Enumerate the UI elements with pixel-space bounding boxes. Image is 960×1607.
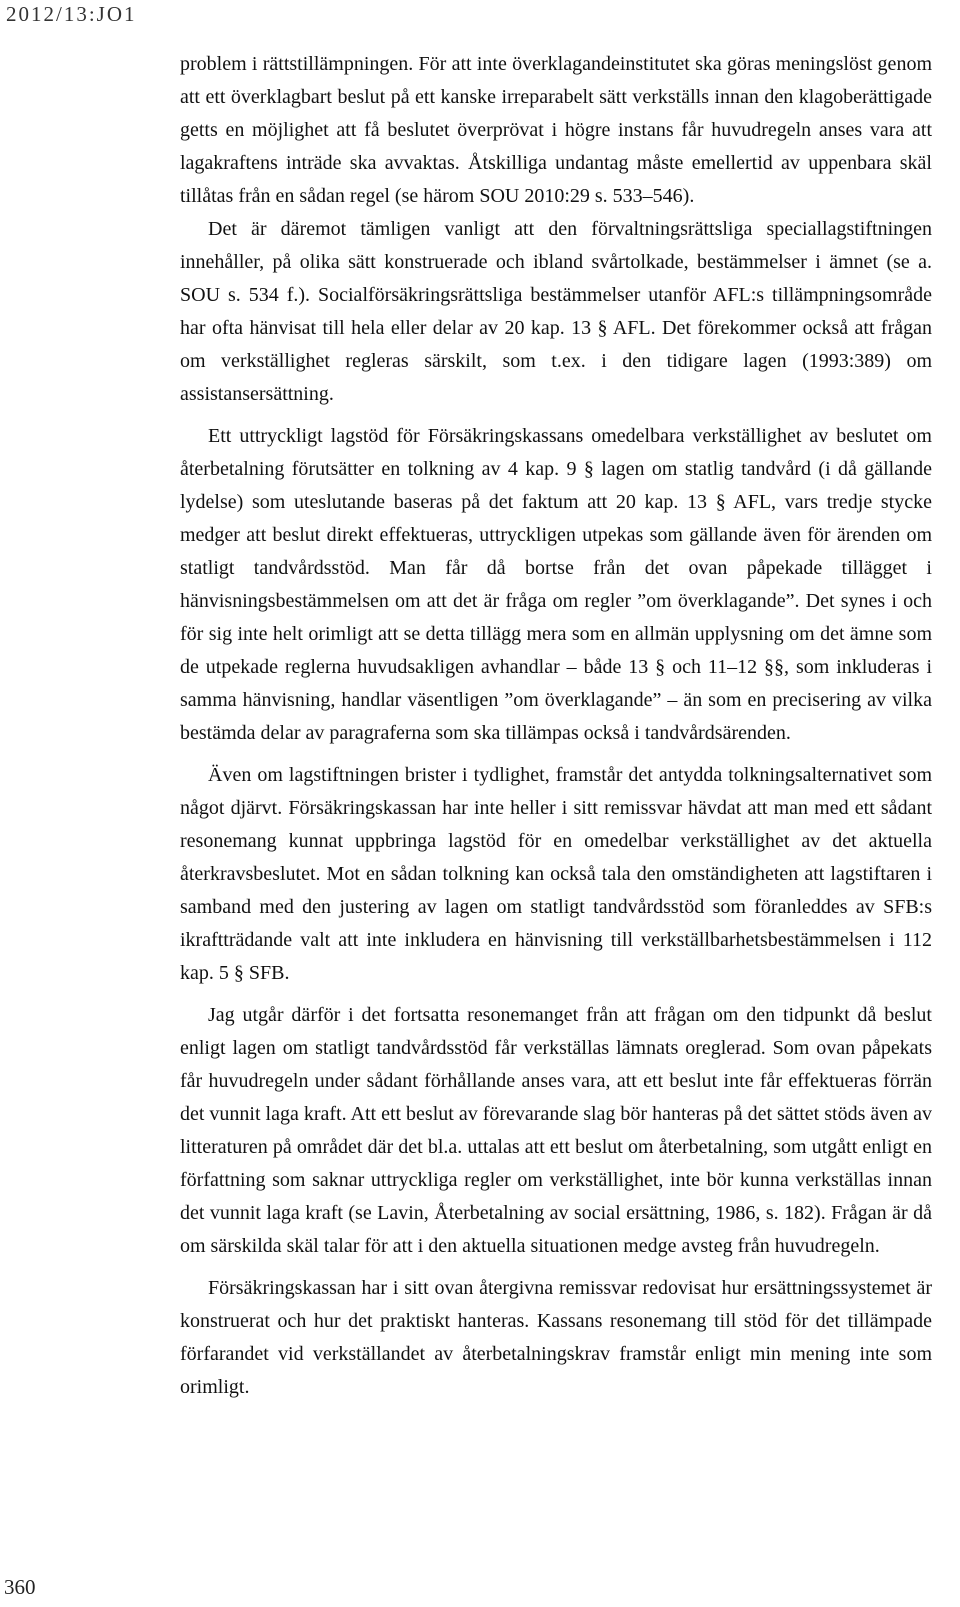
document-reference: 2012/13:JO1	[6, 2, 137, 26]
paragraph-assumption: Jag utgår därför i det fortsatta resonemanget från att frågan om den tidpunkt då beslut enligt lagen om statligt tandvårdsstöd får verkställas lämnats oreglerad. Som ovan påpekats får huvudregeln under sådant förhållande anses vara, att ett beslut inte får effektueras förrän det vunnit laga kraft. Att ett beslut av förevarande slag bör hanteras på det sättet stöds även av litteraturen på området där det bl.a. uttalas att ett beslut om återbetalning, som utgått enligt en författning som saknar uttryckliga regler om verkställighet, inte bör kunna verkställas innan det vunnit laga kraft (se Lavin, Återbetalning av social ersättning, 1986, s. 182). Frågan är då om särskilda skäl talar för att i den aktuella situationen medge avsteg från huvudregeln.	[180, 1004, 932, 1257]
body-text	[180, 48, 932, 1404]
paragraph-interpretation: Även om lagstiftningen brister i tydlighet, framstår det antydda tolkningsalternativet som något djärvt. Försäkringskassan har inte heller i sitt remissvar hävdat att man med ett sådant resonemang kunnat uppbringa lagstöd för en omedelbar verkställighet av det aktuella återkravsbeslutet. Mot en sådan tolkning kan också tala den omständigheten att lagstiftaren i samband med den justering av lagen om statligt tandvårdsstöd som föranleddes av SFB:s ikraftträdande valt att inte inkludera en hänvisning till verkställbarhetsbestämmelsen i 112 kap. 5 § SFB.	[180, 764, 932, 984]
paragraph-special-legislation: Det är däremot tämligen vanligt att den förvaltningsrättsliga speciallagstiftningen innehåller, på olika sätt konstruerade och ibland svårtolkade, bestämmelser i ämnet (se a. SOU s. 534 f.). Socialförsäkringsrättsliga bestämmelser utanför AFL:s tillämpningsområde har ofta hänvisat till hela eller delar av 20 kap. 13 § AFL. Det förekommer också att frågan om verkställighet regleras särskilt, som t.ex. i den tidigare lagen (1993:389) om assistansersättning.	[180, 218, 932, 405]
page-number: 360	[4, 1575, 36, 1599]
paragraph-continuation: problem i rättstillämpningen. För att inte överklagandeinstitutet ska göras meningslöst genom att ett överklagbart beslut på ett kanske irreparabelt sätt verkställs innan den klagoberättigade getts en möjlighet att få beslutet överprövat i högre instans får huvudregeln anses vara att lagakraftens inträde ska avvaktas. Åtskilliga undantag måste emellertid av uppenbara skäl tillåtas från en sådan regel (se härom SOU 2010:29 s. 533–546).	[180, 53, 932, 207]
paragraph-conclusion: Försäkringskassan har i sitt ovan återgivna remissvar redovisat hur ersättningssystemet är konstruerat och hur det praktiskt hanteras. Kassans resonemang till stöd för det tillämpade förfarandet vid verkställandet av återbetalningskrav framstår enligt min mening inte som orimligt.	[180, 1277, 932, 1398]
paragraph-legal-support: Ett uttryckligt lagstöd för Försäkringskassans omedelbara verkställighet av beslutet om återbetalning förutsätter en tolkning av 4 kap. 9 § lagen om statlig tandvård (i då gällande lydelse) som uteslutande baseras på det faktum att 20 kap. 13 § AFL, vars tredje stycke medger att beslut direkt effektueras, uttryckligen utpekas som gällande även för ärenden om statligt tandvårdsstöd. Man får då bortse från det ovan påpekade tillägget i hänvisningsbestämmelsen om att det är fråga om regler ”om överklagande”. Det synes i och för sig inte helt orimligt att se detta tillägg mera som en allmän upplysning om det ämne som de utpekade reglerna huvudsakligen avhandlar – både 13 § och 11–12 §§, som inkluderas i samma hänvisning, handlar väsentligen ”om överklagande” – än som en precisering av vilka bestämda delar av paragraferna som ska tillämpas också i tandvårdsärenden.	[180, 425, 932, 744]
